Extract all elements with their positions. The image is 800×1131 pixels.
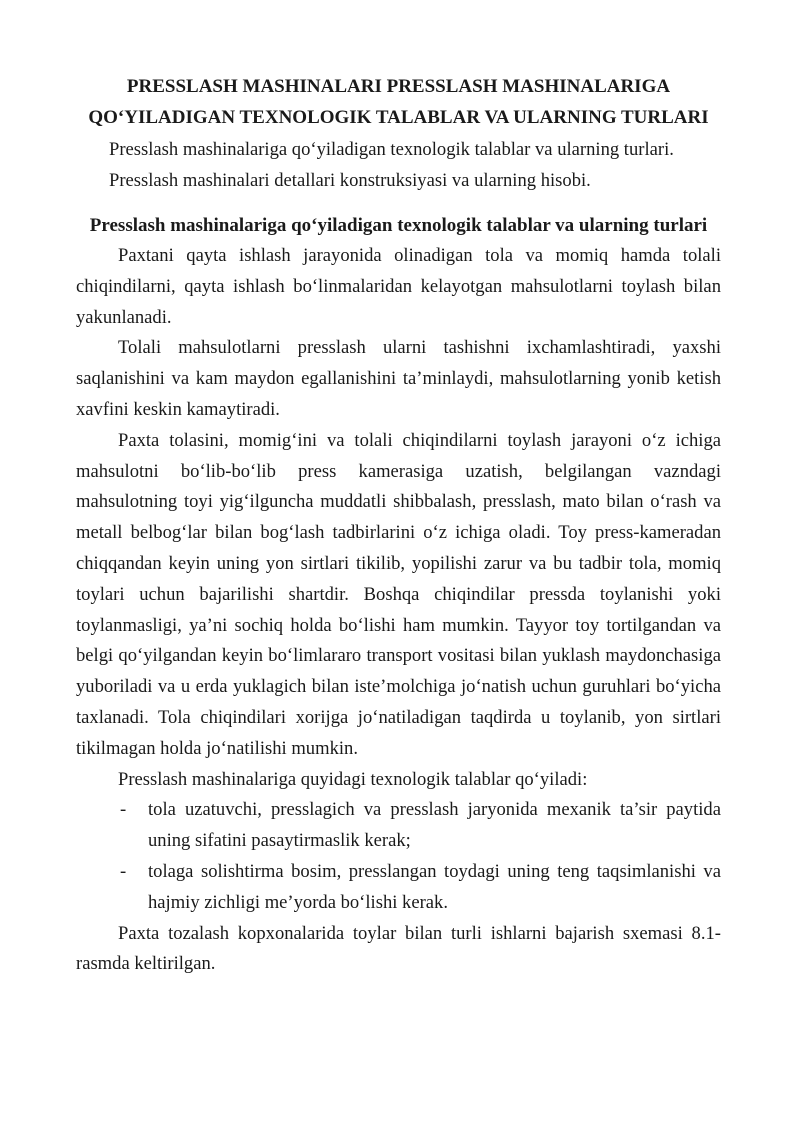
intro-line-2: Presslash mashinalari detallari konstruksiyasi va ularning hisobi. bbox=[109, 169, 591, 191]
list-item bbox=[120, 857, 721, 919]
list-item bbox=[120, 795, 721, 857]
document-title: PRESSLASH MASHINALARI PRESSLASH MASHINALARIGA QO‘YILADIGAN TEXNOLOGIK TALABLAR VA ULARNING TURLARI bbox=[88, 76, 709, 128]
intro-line-1: Presslash mashinalariga qo‘yiladigan texnologik talablar va ularning turlari. bbox=[109, 139, 674, 160]
paragraph-2: Tolali mahsulotlarni presslash ularni tashishni ixchamlashtiradi, yaxshi saqlanishini va kam maydon egallanishini ta’minlaydi, mahsulotlarning yonib ketish xavfini keskin kamaytiradi. bbox=[76, 337, 721, 421]
list-item-text: tola uzatuvchi, presslagich va presslash jaryonida mexanik ta’sir paytida uning sifatini pasaytirmaslik kerak; bbox=[148, 799, 721, 852]
paragraph-3: Paxta tolasini, momig‘ini va tolali chiqindilarni toylash jarayoni o‘z ichiga mahsulotni bo‘lib-bo‘lib press kamerasiga uzatish, belgilangan vazndagi mahsulotning toyi yig‘ilguncha muddatli shibbalash, presslash, mato bilan o‘rash va metall belbog‘lar bilan bog‘lash tadbirlarini o‘z ichiga oladi. Toy press-kameradan chiqqandan keyin uning yon sirtlari tikilib, yopilishi zarur va bu tadbir tola, momiq toylari uchun bajarilishi shartdir. Boshqa chiqindilar pressda toylanishi yoki toylanmasligi, ya’ni sochiq holda bo‘lishi ham mumkin. Tayyor toy tortilgandan va belgi qo‘yilgandan keyin bo‘limlararo transport vositasi bilan yuklash maydonchasiga yuboriladi va u erda yuklagich bilan iste’molchiga jo‘natish uchun guruhlari bo‘yicha taxlanadi. Tola chiqindilari xorijga jo‘natiladigan taqdirda u toylanib, yon sirtlari tikilmagan holda jo‘natilishi mumkin. bbox=[76, 429, 721, 759]
list-marker: - bbox=[120, 799, 127, 821]
closing-paragraph: Paxta tozalash kopxonalarida toylar bilan turli ishlarni bajarish sxemasi 8.1-rasmda keltirilgan. bbox=[76, 922, 721, 975]
section-title: Presslash mashinalariga qo‘yiladigan texnologik talablar va ularning turlari bbox=[89, 214, 708, 236]
paragraph-1: Paxtani qayta ishlash jarayonida olinadigan tola va momiq hamda tolali chiqindilarni, qayta ishlash bo‘linmalaridan kelayotgan mahsulotlarni toylash bilan yakunlanadi. bbox=[76, 245, 721, 328]
requirements-list bbox=[76, 795, 721, 918]
list-marker: - bbox=[120, 861, 127, 883]
paragraph-4: Presslash mashinalariga quyidagi texnologik talablar qo‘yiladi: bbox=[118, 768, 588, 790]
list-item-text: tolaga solishtirma bosim, presslangan toydagi uning teng taqsimlanishi va hajmiy zichligi me’yorda bo‘lishi kerak. bbox=[148, 861, 721, 913]
